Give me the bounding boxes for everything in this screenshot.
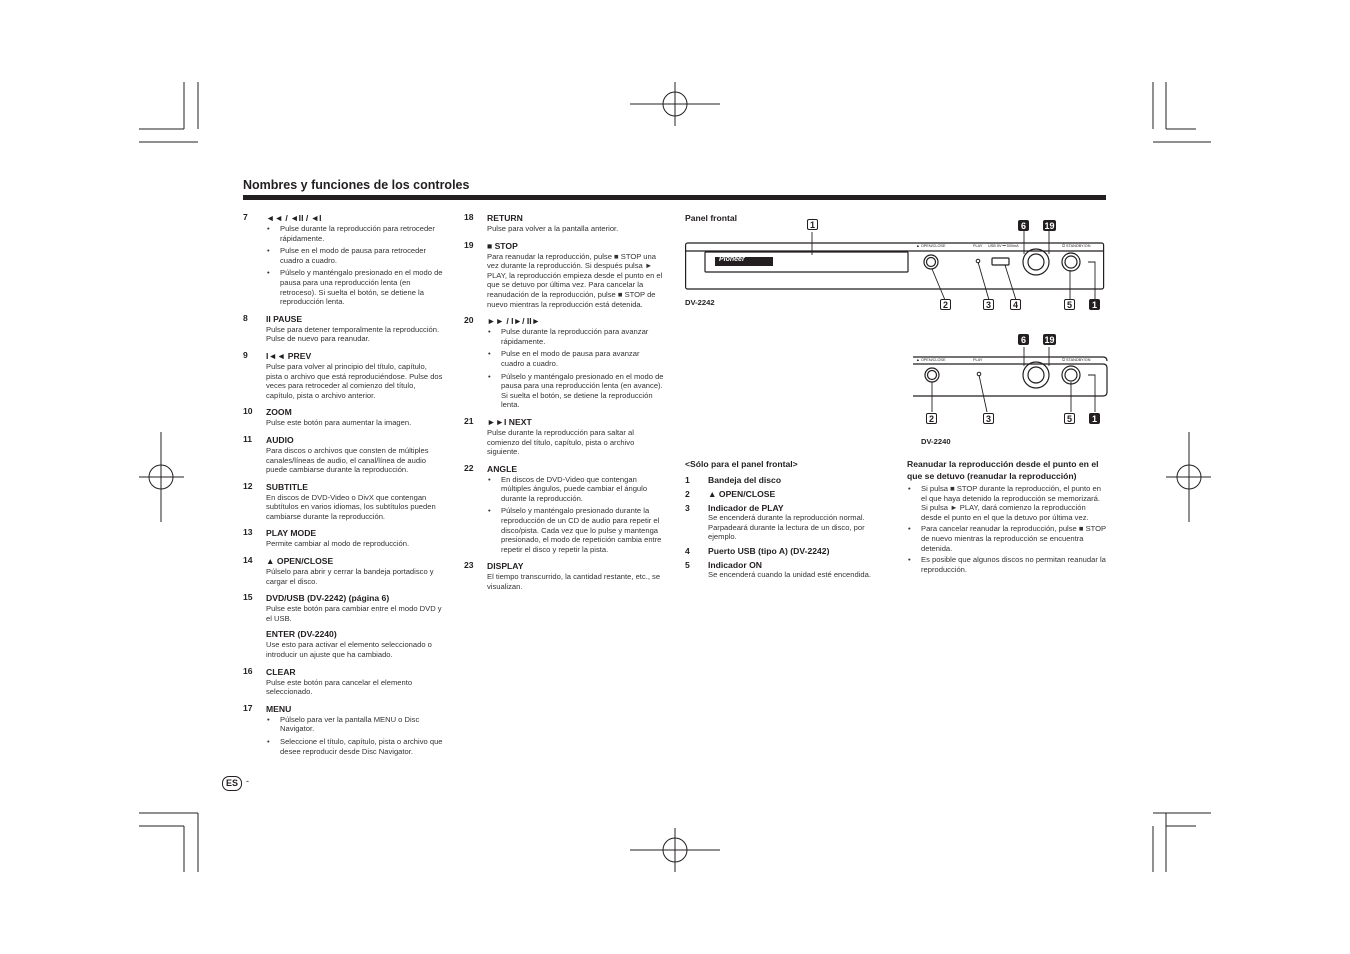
control-description: Pulse para volver a la pantalla anterior. — [487, 224, 619, 233]
control-bullets — [487, 327, 664, 410]
label-play-b: PLAY — [973, 358, 983, 362]
control-entry — [243, 593, 443, 659]
callout-4: 4 — [1010, 299, 1021, 310]
control-entry — [464, 213, 664, 234]
front-panel-item-label: Bandeja del disco — [708, 475, 782, 485]
resume-bullet: • Es posible que algunos discos no permitan reanudar la reproducción. — [921, 555, 1107, 574]
control-bullet: • Púlselo para ver la pantalla MENU o Disc Navigator. — [280, 715, 443, 734]
label-standby-b: ⏻ STANDBY/ON — [1062, 358, 1091, 362]
page-title: Nombres y funciones de los controles — [243, 178, 470, 192]
front-panel-item-description: Se encenderá durante la reproducción normal. Parpadeará durante la lectura de un disco, por ejemplo. — [708, 513, 865, 542]
left-column — [243, 213, 443, 763]
front-panel-item-number: 4 — [685, 545, 690, 556]
resume-bullet: • Si pulsa ■ STOP durante la reproducción, el punto en el que haya detenido la reproducción se memorizará. Si pulsa ► PLAY, dará comienzo la reproducción desde el punto en el que la detuvo por última vez. — [921, 484, 1107, 522]
language-badge: ES — [222, 776, 242, 791]
front-panel-list-title: <Sólo para el panel frontal> — [685, 459, 798, 469]
control-bullets — [266, 715, 443, 756]
control-description: Para reanudar la reproducción, pulse ■ STOP una vez durante la reproducción. Si después pulsa ► PLAY, la reproducción empieza desde el punto en el que se detuvo por última vez. Para cancelar la reanudación de la reproducción, pulse ■ STOP de nuevo mientras la reproducción está detenida. — [487, 251, 663, 309]
callout-leaders-a — [685, 218, 1105, 313]
resume-bullet: • Para cancelar reanudar la reproducción, pulse ■ STOP de nuevo mientras la reproducción se encuentra detenida. — [921, 524, 1107, 553]
front-panel-item-label: Puerto USB (tipo A) (DV-2242) — [708, 545, 830, 556]
control-bullet: • Seleccione el título, capítulo, pista o archivo que desee reproducir desde Disc Navigator. — [280, 737, 443, 756]
control-number: 8 — [243, 312, 248, 323]
control-description: Pulse para volver al principio del título, capítulo, pista o archivo que está reproduciéndose. Pulse dos veces para retroceder al comienzo del título, capítulo, pista o archivo anterior. — [266, 361, 443, 400]
control-bullet: • Púlselo y manténgalo presionado durante la reproducción de un CD de audio para repetir el disco/pista. Cada vez que lo pulse y mantenga presionado, el modo de repetición cambia entre repetir el disco y repetir la pista. — [501, 506, 664, 554]
control-entry — [464, 561, 664, 591]
callout-2: 2 — [940, 299, 951, 310]
control-number: 14 — [243, 555, 253, 566]
front-panel-item-number: 5 — [685, 559, 690, 570]
front-panel-item — [685, 489, 895, 499]
front-panel-item-label: ▲ OPEN/CLOSE — [708, 489, 776, 499]
control-description: Pulse este botón para aumentar la imagen. — [266, 418, 412, 428]
control-entry — [464, 241, 664, 310]
control-description: Pulse este botón para cambiar entre el modo DVD y el USB. — [266, 604, 442, 623]
control-entry — [243, 351, 443, 400]
front-panel-item-number: 1 — [685, 475, 690, 485]
control-entry — [464, 417, 664, 457]
front-panel-item-label: Indicador ON — [708, 559, 762, 570]
control-name: AUDIO — [266, 434, 294, 445]
control-number: 18 — [464, 212, 474, 222]
control-number: 20 — [464, 315, 474, 326]
control-number: 11 — [243, 433, 253, 444]
middle-column — [464, 213, 664, 599]
control-name: ■ STOP — [487, 240, 518, 251]
control-bullet: • Pulse durante la reproducción para retroceder rápidamente. — [280, 224, 443, 243]
resume-bullets — [907, 484, 1107, 574]
control-name: ▲ OPEN/CLOSE — [266, 556, 334, 567]
control-entry — [243, 667, 443, 697]
control-bullet: • Púlselo y manténgalo presionado en el modo de pausa para una reproducción lenta (en retroceso). Si suelta el botón, se detiene la reproducción lenta. — [280, 268, 443, 306]
callout-1-disc-tray: 1 — [807, 219, 818, 230]
label-usb-a: USB 5V ⎓ 500mA — [988, 244, 1019, 248]
front-panel-list — [685, 459, 895, 583]
control-description: Para discos o archivos que consten de múltiples canales/líneas de audio, el canal/línea de audio puede cambiarse durante la reproducción. — [266, 445, 429, 475]
control-name: I◄◄ PREV — [266, 350, 312, 361]
control-name: ►► / I►/ II► — [487, 316, 541, 327]
label-open-close-a: ▲ OPEN/CLOSE — [916, 244, 946, 248]
label-standby-a: ⏻ STANDBY/ON — [1062, 244, 1091, 248]
callout-5: 5 — [1064, 299, 1075, 310]
control-name: SUBTITLE — [266, 481, 309, 492]
control-name: ►►I NEXT — [487, 416, 532, 427]
front-panel-item — [685, 503, 895, 542]
callout-19-b: 19 — [1044, 335, 1055, 345]
front-panel-item-label: Indicador de PLAY — [708, 503, 784, 513]
control-name: DVD/USB (DV-2242) (página 6) — [266, 593, 390, 604]
resume-section — [907, 459, 1107, 576]
control-number: 9 — [243, 349, 248, 360]
control-number: 17 — [243, 702, 253, 713]
control-bullets — [266, 224, 443, 307]
panel-title: Panel frontal — [685, 213, 738, 223]
callout-3-b: 3 — [983, 413, 994, 424]
control-bullet: • Pulse durante la reproducción para avanzar rápidamente. — [501, 327, 664, 346]
page-dash: - — [246, 776, 249, 786]
control-name: MENU — [266, 703, 292, 714]
resume-title: Reanudar la reproducción desde el punto en el que se detuvo (reanudar la reproducción) — [907, 459, 1099, 481]
front-panel-item-number: 2 — [685, 489, 690, 499]
front-panel-item — [685, 475, 895, 485]
control-description: En discos de DVD-Video o DivX que contengan subtítulos en varios idiomas, los subtítulos pueden cambiarse durante la reproducción. — [266, 492, 436, 521]
control-entry — [243, 407, 443, 428]
callout-19: 19 — [1044, 221, 1055, 231]
control-description: Pulse este botón para cancelar el elemento seleccionado. — [266, 677, 413, 697]
front-panel-item-description: Se encenderá cuando la unidad esté encendida. — [708, 569, 871, 579]
control-description: Pulse durante la reproducción para saltar al comienzo del título, capítulo, pista o archivo siguiente. — [487, 427, 635, 457]
control-entry — [243, 528, 443, 549]
control-name: ANGLE — [487, 463, 518, 474]
control-name: II PAUSE — [266, 313, 303, 324]
model-label-dv2240: DV-2240 — [921, 437, 951, 446]
control-bullet: • En discos de DVD-Video que contengan múltiples ángulos, puede cambiar el ángulo durante la reproducción. — [501, 475, 664, 504]
callout-6: 6 — [1018, 220, 1029, 231]
control-entry — [243, 704, 443, 756]
control-name: ◄◄ / ◄II / ◄I — [266, 213, 322, 223]
control-entry — [243, 482, 443, 522]
callout-leaders-b — [913, 335, 1109, 420]
control-name: DISPLAY — [487, 561, 524, 572]
control-name: CLEAR — [266, 666, 296, 677]
front-panel-item-number: 3 — [685, 503, 690, 513]
control-number: 22 — [464, 462, 474, 473]
control-description: Púlselo para abrir y cerrar la bandeja portadisco y cargar el disco. — [266, 567, 434, 586]
control-number: 10 — [243, 406, 253, 417]
title-rule — [243, 195, 1106, 200]
control-number: 23 — [464, 560, 474, 571]
control-bullets — [487, 475, 664, 555]
callout-5-b: 5 — [1064, 413, 1075, 424]
control-number: 7 — [243, 212, 248, 222]
control-number: 12 — [243, 480, 253, 491]
callout-1: 1 — [1089, 299, 1100, 310]
model-label-dv2242: DV-2242 — [685, 298, 715, 307]
control-subname: ENTER (DV-2240) — [266, 629, 337, 640]
control-entry — [243, 556, 443, 586]
control-number: 15 — [243, 592, 253, 603]
control-bullet: • Púlselo y manténgalo presionado en el modo de pausa para una reproducción lenta (en avance). Si suelta el botón, se detiene la reproducción lenta. — [501, 372, 664, 410]
control-bullet: • Pulse en el modo de pausa para avanzar cuadro a cuadro. — [501, 349, 664, 368]
label-play-a: PLAY — [973, 244, 983, 248]
control-number: 21 — [464, 415, 474, 426]
control-subdescription: Use esto para activar el elemento seleccionado o introducir un ajuste que ha cambiado. — [266, 640, 432, 660]
control-bullet: • Pulse en el modo de pausa para retroceder cuadro a cuadro. — [280, 246, 443, 265]
control-number: 13 — [243, 527, 253, 538]
control-number: 19 — [464, 239, 474, 250]
control-name: RETURN — [487, 213, 523, 223]
control-name: PLAY MODE — [266, 528, 317, 539]
control-entry — [243, 314, 443, 344]
control-description: El tiempo transcurrido, la cantidad restante, etc., se visualizan. — [487, 572, 661, 592]
front-panel-item — [685, 546, 895, 556]
front-panel-item — [685, 560, 895, 580]
callout-1-b: 1 — [1089, 413, 1100, 424]
control-entry — [464, 464, 664, 555]
control-description: Pulse para detener temporalmente la reproducción. Pulse de nuevo para reanudar. — [266, 324, 440, 344]
callout-6-b: 6 — [1018, 334, 1029, 345]
callout-3: 3 — [983, 299, 994, 310]
control-number: 16 — [243, 665, 253, 676]
brand-logo: Pioneer — [719, 256, 745, 263]
label-open-close-b: ▲ OPEN/CLOSE — [916, 358, 946, 362]
control-entry — [243, 213, 443, 307]
control-description: Permite cambiar al modo de reproducción. — [266, 539, 410, 549]
callout-2-b: 2 — [926, 413, 937, 424]
control-entry — [243, 435, 443, 475]
control-name: ZOOM — [266, 407, 292, 418]
control-entry — [464, 316, 664, 410]
